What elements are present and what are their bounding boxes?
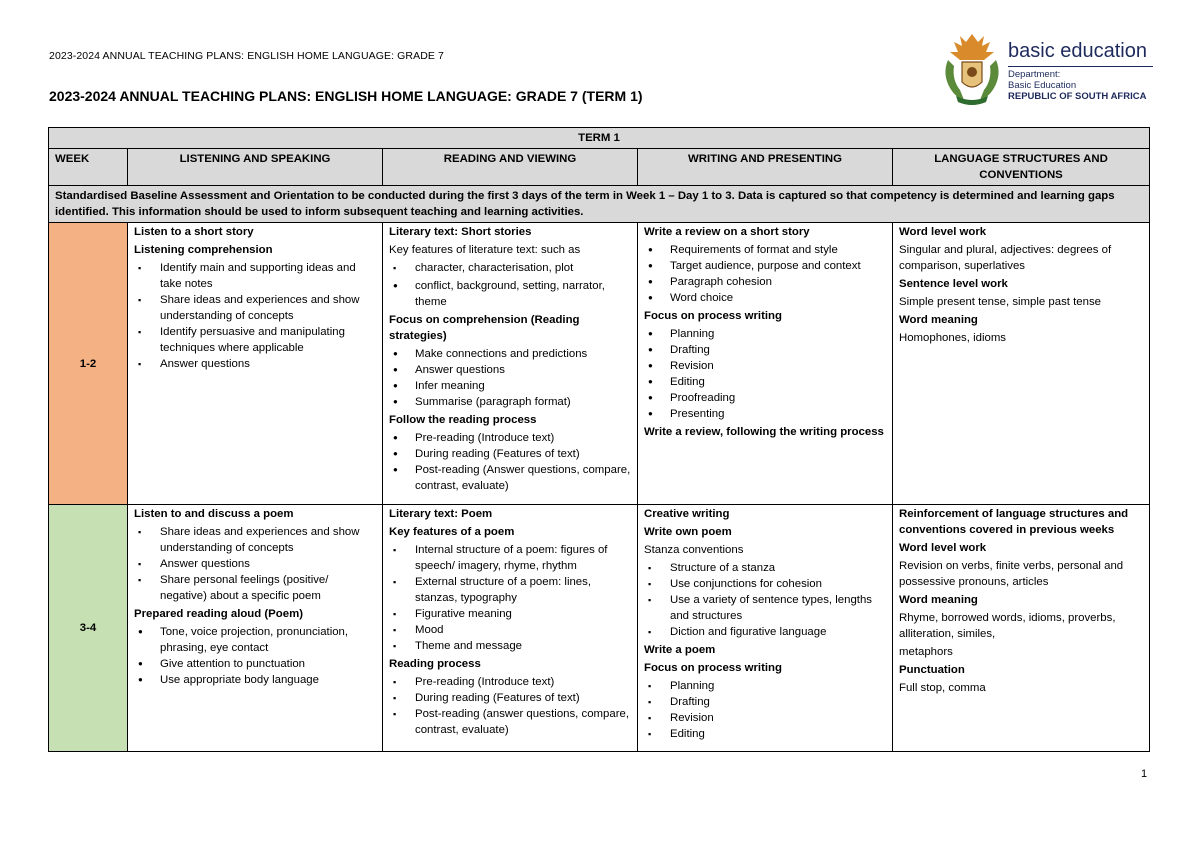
- list-item: ▪ Share ideas and experiences and show understanding of concepts: [134, 524, 376, 556]
- notice-row: [49, 186, 1150, 223]
- table-row: [49, 505, 1150, 752]
- list-item: ▪ Diction and figurative language: [644, 624, 886, 640]
- bullet-list: [134, 624, 376, 688]
- bullet-list: [389, 674, 631, 738]
- cell-heading: Punctuation: [899, 664, 965, 676]
- list-item: ▪ Structure of a stanza: [644, 560, 886, 576]
- cell-heading: Focus on process writing: [644, 310, 782, 322]
- cell-heading: Creative writing: [644, 508, 730, 520]
- page-title: 2023-2024 ANNUAL TEACHING PLANS: ENGLISH HOME LANGUAGE: GRADE 7 (TERM 1): [49, 88, 643, 104]
- col-header-week: WEEK: [49, 149, 128, 186]
- cell-text: Simple present tense, simple past tense: [899, 296, 1101, 308]
- cell-heading: Reading process: [389, 658, 481, 670]
- running-header: 2023-2024 ANNUAL TEACHING PLANS: ENGLISH HOME LANGUAGE: GRADE 7: [49, 50, 444, 62]
- cell-heading: Listen to a short story: [134, 226, 254, 238]
- department-logo: [940, 30, 1155, 108]
- cell-heading: Focus on comprehension (Reading strategies): [389, 314, 580, 342]
- list-item: ▪ Mood: [389, 622, 631, 638]
- cell-text: Revision on verbs, finite verbs, personal and possessive pronouns, articles: [899, 560, 1124, 588]
- logo-country: REPUBLIC OF SOUTH AFRICA: [1008, 91, 1147, 102]
- list-item: ● conflict, background, setting, narrator, theme: [389, 278, 631, 310]
- list-item: ● Target audience, purpose and context: [644, 258, 886, 274]
- reading-cell: [383, 223, 638, 505]
- col-header-writing: WRITING AND PRESENTING: [638, 149, 893, 186]
- bullet-list: [134, 260, 376, 372]
- logo-department: [1008, 70, 1076, 91]
- list-item: ▪ Identify persuasive and manipulating techniques where applicable: [134, 324, 376, 356]
- list-item: ▪ Share personal feelings (positive/ negative) about a specific poem: [134, 572, 376, 604]
- writing-cell: [638, 505, 893, 752]
- bullet-list: [389, 346, 631, 410]
- week-cell: 3-4: [49, 505, 128, 752]
- cell-heading: Sentence level work: [899, 278, 1008, 290]
- cell-text: metaphors: [899, 646, 953, 658]
- cell-text: Key features of literature text: such as: [389, 244, 581, 256]
- list-item: ▪ Drafting: [644, 694, 886, 710]
- cell-heading: Follow the reading process: [389, 414, 537, 426]
- list-item: ▪ Identify main and supporting ideas and take notes: [134, 260, 376, 292]
- bullet-list: [389, 430, 631, 494]
- list-item: ● Infer meaning: [389, 378, 631, 394]
- list-item: ▪ Theme and message: [389, 638, 631, 654]
- cell-heading: Write a review on a short story: [644, 226, 810, 238]
- list-item: ● Summarise (paragraph format): [389, 394, 631, 410]
- list-item: ● Post-reading (Answer questions, compare, contrast, evaluate): [389, 462, 631, 494]
- list-item: ● Drafting: [644, 342, 886, 358]
- term-heading: TERM 1: [49, 128, 1150, 149]
- list-item: ● Paragraph cohesion: [644, 274, 886, 290]
- cell-text: Stanza conventions: [644, 544, 744, 556]
- logo-rule: [1008, 66, 1153, 67]
- cell-heading: Literary text: Poem: [389, 508, 493, 520]
- cell-heading: Word level work: [899, 226, 987, 238]
- bullet-list: [389, 542, 631, 654]
- cell-heading: Key features of a poem: [389, 526, 515, 538]
- cell-heading: Reinforcement of language structures and conventions covered in previous weeks: [899, 508, 1129, 536]
- language-cell: [893, 223, 1150, 505]
- list-item: ▪ Internal structure of a poem: figures of speech/ imagery, rhyme, rhythm: [389, 542, 631, 574]
- cell-heading: Word meaning: [899, 594, 978, 606]
- cell-heading: Focus on process writing: [644, 662, 782, 674]
- list-item: ● During reading (Features of text): [389, 446, 631, 462]
- table-row: [49, 223, 1150, 505]
- header-row: [49, 149, 1150, 186]
- listening-cell: [128, 505, 383, 752]
- bullet-list: [644, 242, 886, 306]
- cell-heading: Listening comprehension: [134, 244, 273, 256]
- cell-text: Rhyme, borrowed words, idioms, proverbs, alliteration, similes,: [899, 612, 1116, 640]
- bullet-list: [134, 524, 376, 604]
- list-item: ● Requirements of format and style: [644, 242, 886, 258]
- list-item: ▪ Post-reading (answer questions, compare, contrast, evaluate): [389, 706, 631, 738]
- list-item: ▪ Answer questions: [134, 356, 376, 372]
- list-item: ▪ Pre-reading (Introduce text): [389, 674, 631, 690]
- coat-of-arms-icon: [940, 30, 1004, 108]
- list-item: ● Word choice: [644, 290, 886, 306]
- cell-heading: Word meaning: [899, 314, 978, 326]
- cell-heading: Write own poem: [644, 526, 732, 538]
- cell-heading: Prepared reading aloud (Poem): [134, 608, 303, 620]
- list-item: ▪ Planning: [644, 678, 886, 694]
- listening-cell: [128, 223, 383, 505]
- list-item: ▪ During reading (Features of text): [389, 690, 631, 706]
- bullet-list: [389, 278, 631, 310]
- cell-heading: Word level work: [899, 542, 987, 554]
- logo-dept-line1: Department:: [1008, 69, 1061, 80]
- writing-cell: [638, 223, 893, 505]
- list-item: ▪ Use a variety of sentence types, lengths and structures: [644, 592, 886, 624]
- list-item: ● Give attention to punctuation: [134, 656, 376, 672]
- col-header-language: LANGUAGE STRUCTURES AND CONVENTIONS: [893, 149, 1150, 186]
- list-item: ▪ Editing: [644, 726, 886, 742]
- page-number: 1: [1141, 768, 1148, 780]
- term-row: [49, 128, 1150, 149]
- list-item: ▪ Share ideas and experiences and show understanding of concepts: [134, 292, 376, 324]
- teaching-plan-table: [48, 127, 1150, 752]
- list-item: ● Answer questions: [389, 362, 631, 378]
- logo-dept-line2: Basic Education: [1008, 79, 1077, 91]
- cell-heading: Write a review, following the writing process: [644, 426, 884, 438]
- list-item: ● Make connections and predictions: [389, 346, 631, 362]
- col-header-reading: READING AND VIEWING: [383, 149, 638, 186]
- list-item: ● Use appropriate body language: [134, 672, 376, 688]
- list-item: ▪ Revision: [644, 710, 886, 726]
- baseline-notice: Standardised Baseline Assessment and Orientation to be conducted during the first 3 days of the term in Week 1 – Day 1 to 3. Data is captured so that competency is determined and learning gaps identified. This information should be used to inform subsequent teaching and learning activities.: [49, 186, 1150, 223]
- bullet-list: [389, 260, 631, 276]
- list-item: ▪ Figurative meaning: [389, 606, 631, 622]
- cell-heading: Listen to and discuss a poem: [134, 508, 294, 520]
- list-item: ● Proofreading: [644, 390, 886, 406]
- list-item: ● Planning: [644, 326, 886, 342]
- bullet-list: [644, 678, 886, 742]
- list-item: ▪ Use conjunctions for cohesion: [644, 576, 886, 592]
- list-item: ● Tone, voice projection, pronunciation, phrasing, eye contact: [134, 624, 376, 656]
- cell-text: Full stop, comma: [899, 682, 986, 694]
- list-item: ▪ Answer questions: [134, 556, 376, 572]
- cell-text: Homophones, idioms: [899, 332, 1006, 344]
- col-header-listening: LISTENING AND SPEAKING: [128, 149, 383, 186]
- language-cell: [893, 505, 1150, 752]
- logo-wordmark: basic education: [1008, 40, 1147, 62]
- list-item: ● Editing: [644, 374, 886, 390]
- list-item: ● Presenting: [644, 406, 886, 422]
- cell-heading: Write a poem: [644, 644, 716, 656]
- list-item: ● Revision: [644, 358, 886, 374]
- bullet-list: [644, 326, 886, 422]
- bullet-list: [644, 560, 886, 640]
- cell-heading: Literary text: Short stories: [389, 226, 532, 238]
- week-cell: 1-2: [49, 223, 128, 505]
- list-item: ▪ External structure of a poem: lines, stanzas, typography: [389, 574, 631, 606]
- list-item: ▪ character, characterisation, plot: [389, 260, 631, 276]
- cell-text: Singular and plural, adjectives: degrees of comparison, superlatives: [899, 244, 1112, 272]
- reading-cell: [383, 505, 638, 752]
- list-item: ● Pre-reading (Introduce text): [389, 430, 631, 446]
